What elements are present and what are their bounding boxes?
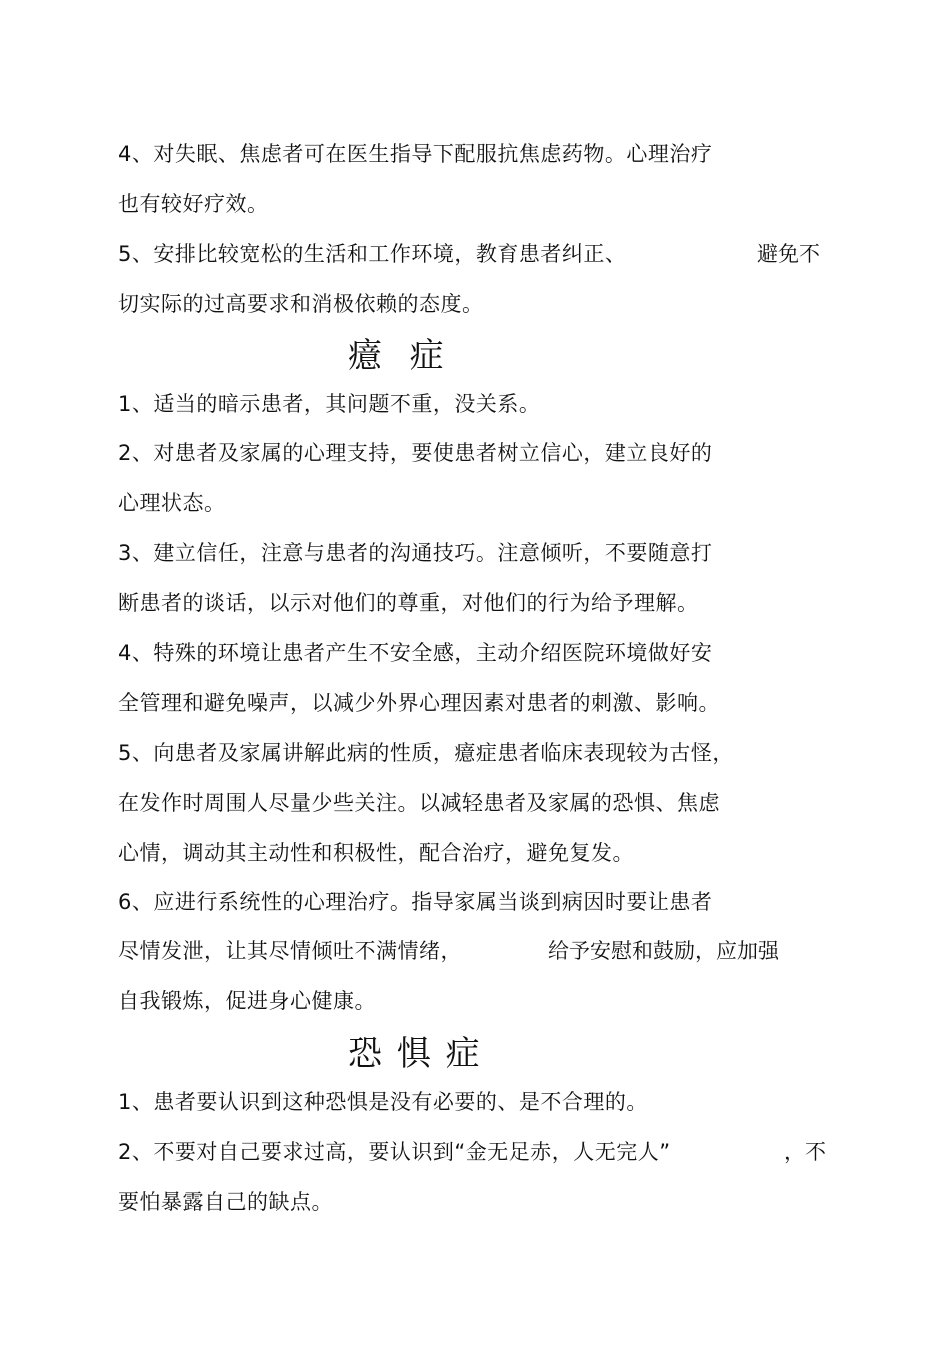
paragraph-line: 3、建立信任，注意与患者的沟通技巧。注意倾听，不要随意打 [118, 541, 713, 565]
paragraph-line: 心理状态。 [118, 491, 226, 515]
paragraph-line: 1、适当的暗示患者，其问题不重，没关系。 [118, 392, 541, 416]
section-heading: 癔 症 [348, 336, 446, 376]
paragraph-line-fragment: 给予安慰和鼓励，应加强 [548, 939, 779, 963]
paragraph-line: 4、对失眠、焦虑者可在医生指导下配服抗焦虑药物。心理治疗 [118, 142, 713, 166]
paragraph-line: 尽情发泄，让其尽情倾吐不满情绪， [118, 939, 462, 963]
paragraph-line: 5、安排比较宽松的生活和工作环境，教育患者纠正、 [118, 242, 627, 266]
section-heading: 恐 惧 症 [348, 1034, 482, 1074]
paragraph-line: 断患者的谈话，以示对他们的尊重，对他们的行为给予理解。 [118, 591, 699, 615]
paragraph-line-fragment: ，不 [784, 1140, 826, 1164]
paragraph-line: 6、应进行系统性的心理治疗。指导家属当谈到病因时要让患者 [118, 890, 713, 914]
paragraph-line: 5、向患者及家属讲解此病的性质，癔症患者临床表现较为古怪， [118, 741, 734, 765]
paragraph-line: 切实际的过高要求和消极依赖的态度。 [118, 292, 484, 316]
paragraph-line: 要怕暴露自己的缺点。 [118, 1190, 333, 1214]
paragraph-line: 心情，调动其主动性和积极性，配合治疗，避免复发。 [118, 841, 634, 865]
paragraph-line: 4、特殊的环境让患者产生不安全感，主动介绍医院环境做好安 [118, 641, 713, 665]
paragraph-line-fragment: 避免不 [757, 242, 820, 266]
paragraph-line: 全管理和避免噪声，以减少外界心理因素对患者的刺激、影响。 [118, 691, 720, 715]
paragraph-line: 2、对患者及家属的心理支持，要使患者树立信心，建立良好的 [118, 441, 713, 465]
paragraph-line: 2、不要对自己要求过高，要认识到“金无足赤，人无完人” [118, 1140, 671, 1164]
paragraph-line: 1、患者要认识到这种恐惧是没有必要的、是不合理的。 [118, 1090, 648, 1114]
paragraph-line: 在发作时周围人尽量少些关注。以减轻患者及家属的恐惧、焦虑 [118, 791, 720, 815]
paragraph-line: 自我锻炼，促进身心健康。 [118, 989, 376, 1013]
paragraph-line: 也有较好疗效。 [118, 192, 269, 216]
